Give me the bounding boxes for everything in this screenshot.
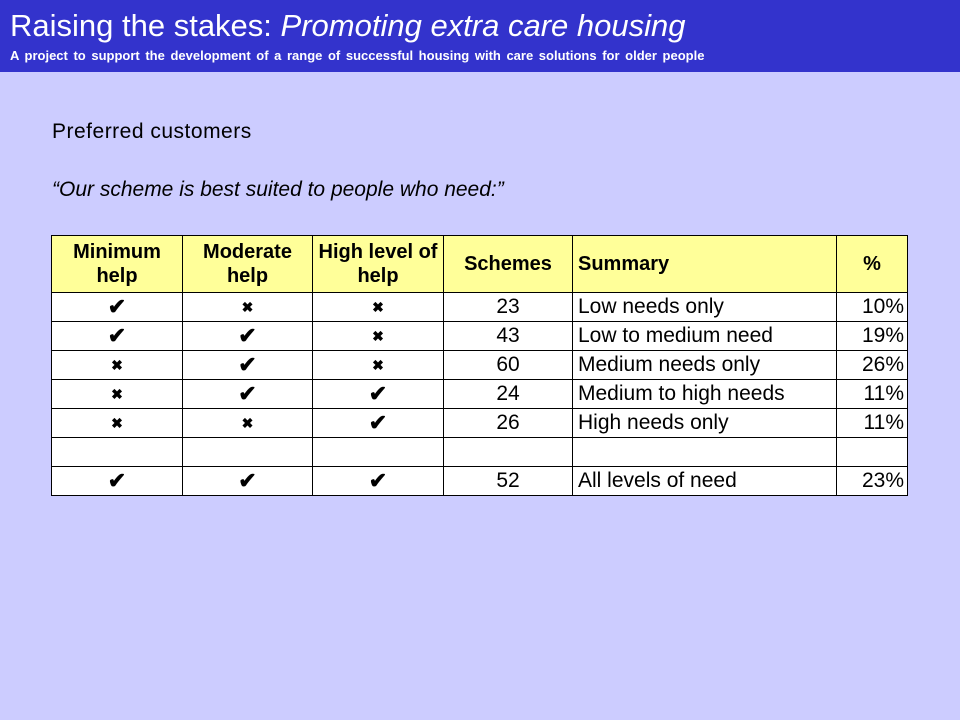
cell-schemes [444,438,573,467]
cross-icon: ✖ [372,357,384,373]
cell-summary: All levels of need [573,467,837,496]
check-icon: ✔ [368,410,388,435]
cross-icon: ✖ [111,386,123,402]
cell-summary: High needs only [573,409,837,438]
cell-moderate [183,438,313,467]
check-icon: ✔ [107,294,127,319]
cell-percent: 11% [837,409,908,438]
cell-minimum [52,380,183,409]
cell-high [313,438,444,467]
cross-icon: ✖ [372,328,384,344]
cell-percent: 23% [837,467,908,496]
cell-schemes: 24 [444,380,573,409]
table-row [52,380,908,409]
cell-moderate [183,322,313,351]
quote-text: “Our scheme is best suited to people who need:” [52,178,504,201]
cell-percent: 10% [837,293,908,322]
cell-minimum [52,409,183,438]
table-header-row [52,236,908,293]
check-icon: ✔ [238,468,257,493]
table-row [52,351,908,380]
needs-table [51,235,908,496]
column-header-percent: % [837,236,908,293]
column-header-moderate: Moderate help [183,236,313,293]
table-row [52,409,908,438]
cell-moderate [183,351,313,380]
cross-icon: ✖ [372,299,384,315]
cell-percent: 26% [837,351,908,380]
cell-percent: 11% [837,380,908,409]
cell-summary [573,438,837,467]
banner-title [10,8,685,44]
check-icon: ✔ [368,381,388,406]
cross-icon: ✖ [241,415,254,431]
cross-icon: ✖ [111,415,123,431]
table-body [52,293,908,496]
check-icon: ✔ [368,468,388,493]
section-heading: Preferred customers [52,120,252,143]
cell-summary: Low to medium need [573,322,837,351]
cell-percent: 19% [837,322,908,351]
cell-summary: Low needs only [573,293,837,322]
cell-schemes: 23 [444,293,573,322]
cross-icon: ✖ [111,357,123,373]
cell-schemes: 60 [444,351,573,380]
cell-schemes: 26 [444,409,573,438]
cell-high [313,351,444,380]
cell-minimum [52,322,183,351]
cell-moderate [183,293,313,322]
check-icon: ✔ [238,381,257,406]
cell-high [313,409,444,438]
cell-moderate [183,380,313,409]
check-icon: ✔ [238,352,257,377]
cell-summary: Medium needs only [573,351,837,380]
column-header-minimum: Minimum help [52,236,183,293]
cell-schemes: 52 [444,467,573,496]
cell-minimum [52,293,183,322]
table-row [52,467,908,496]
cell-moderate [183,409,313,438]
title-banner [0,0,960,72]
column-header-high: High level of help [313,236,444,293]
cell-percent [837,438,908,467]
cell-moderate [183,467,313,496]
check-icon: ✔ [107,468,127,493]
column-header-summary: Summary [573,236,837,293]
cell-high [313,380,444,409]
title-italic: Promoting extra care housing [280,8,686,43]
column-header-schemes: Schemes [444,236,573,293]
cell-minimum [52,351,183,380]
check-icon: ✔ [238,323,257,348]
cell-high [313,467,444,496]
cell-high [313,293,444,322]
check-icon: ✔ [107,323,127,348]
banner-subtitle: A project to support the development of a range of successful housing with care solutions for older people [10,48,705,63]
cross-icon: ✖ [241,299,254,315]
cell-high [313,322,444,351]
cell-schemes: 43 [444,322,573,351]
table-row [52,322,908,351]
cell-minimum [52,438,183,467]
title-plain: Raising the stakes: [10,8,272,43]
cell-summary: Medium to high needs [573,380,837,409]
table-row [52,438,908,467]
table-row [52,293,908,322]
cell-minimum [52,467,183,496]
